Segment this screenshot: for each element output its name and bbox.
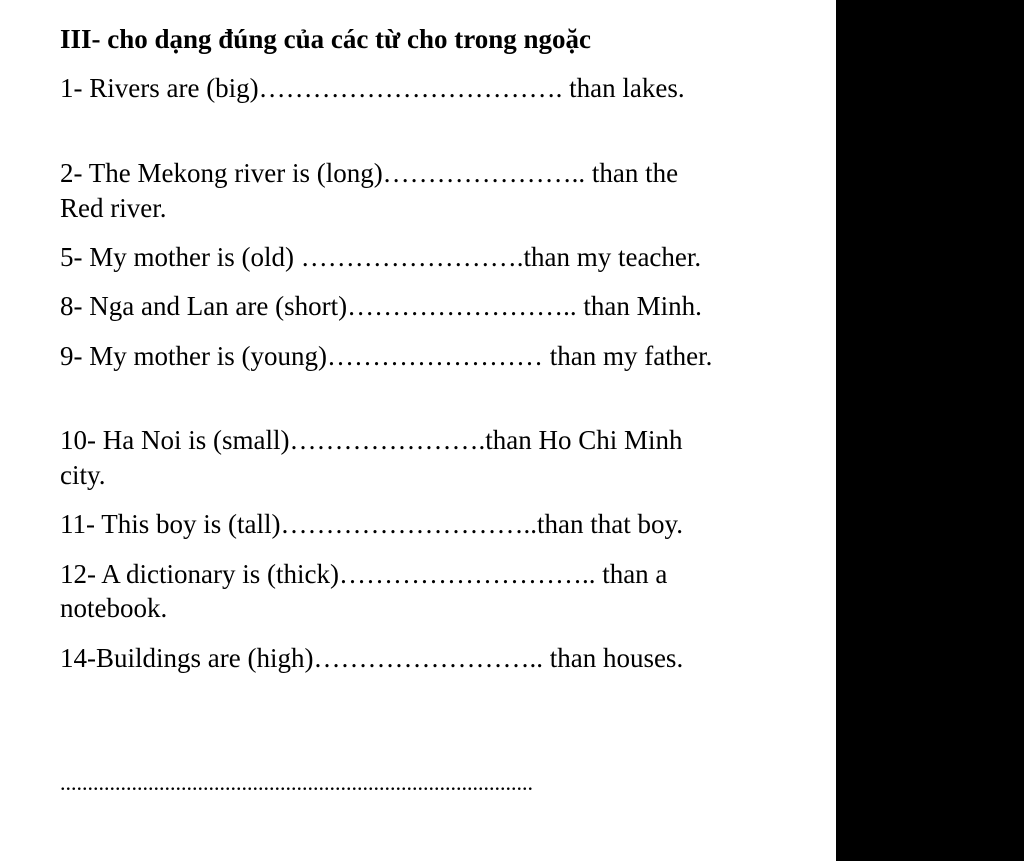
exercise-line-10-continued: city.	[60, 460, 106, 490]
black-side-panel	[836, 0, 1024, 861]
exercise-line-1: 1- Rivers are (big)……………………………. than lakes.	[60, 73, 685, 103]
exercise-line-14: 14-Buildings are (high)…………………….. than houses.	[60, 643, 684, 673]
exercise-line-12: 12- A dictionary is (thick)……………………….. than a	[60, 559, 668, 589]
exercise-line-2: 2- The Mekong river is (long)………………….. than the	[60, 158, 679, 188]
exercise-line-5: 5- My mother is (old) …………………….than my teacher.	[60, 242, 702, 272]
exercise-line-8: 8- Nga and Lan are (short)…………………….. than Minh.	[60, 291, 702, 321]
exercise-line-2-continued: Red river.	[60, 193, 167, 223]
exercise-line-12-continued: notebook.	[60, 593, 168, 623]
exercise-line-11: 11- This boy is (tall)………………………..than that boy.	[60, 509, 683, 539]
exercise-heading: III- cho dạng đúng của các từ cho trong ngoặc	[60, 24, 592, 54]
exercise-line-9: 9- My mother is (young)…………………… than my father.	[60, 341, 713, 371]
answer-dotted-line: ......................................................................................	[60, 770, 533, 795]
exercise-line-10: 10- Ha Noi is (small)………………….than Ho Chi Minh	[60, 425, 683, 455]
